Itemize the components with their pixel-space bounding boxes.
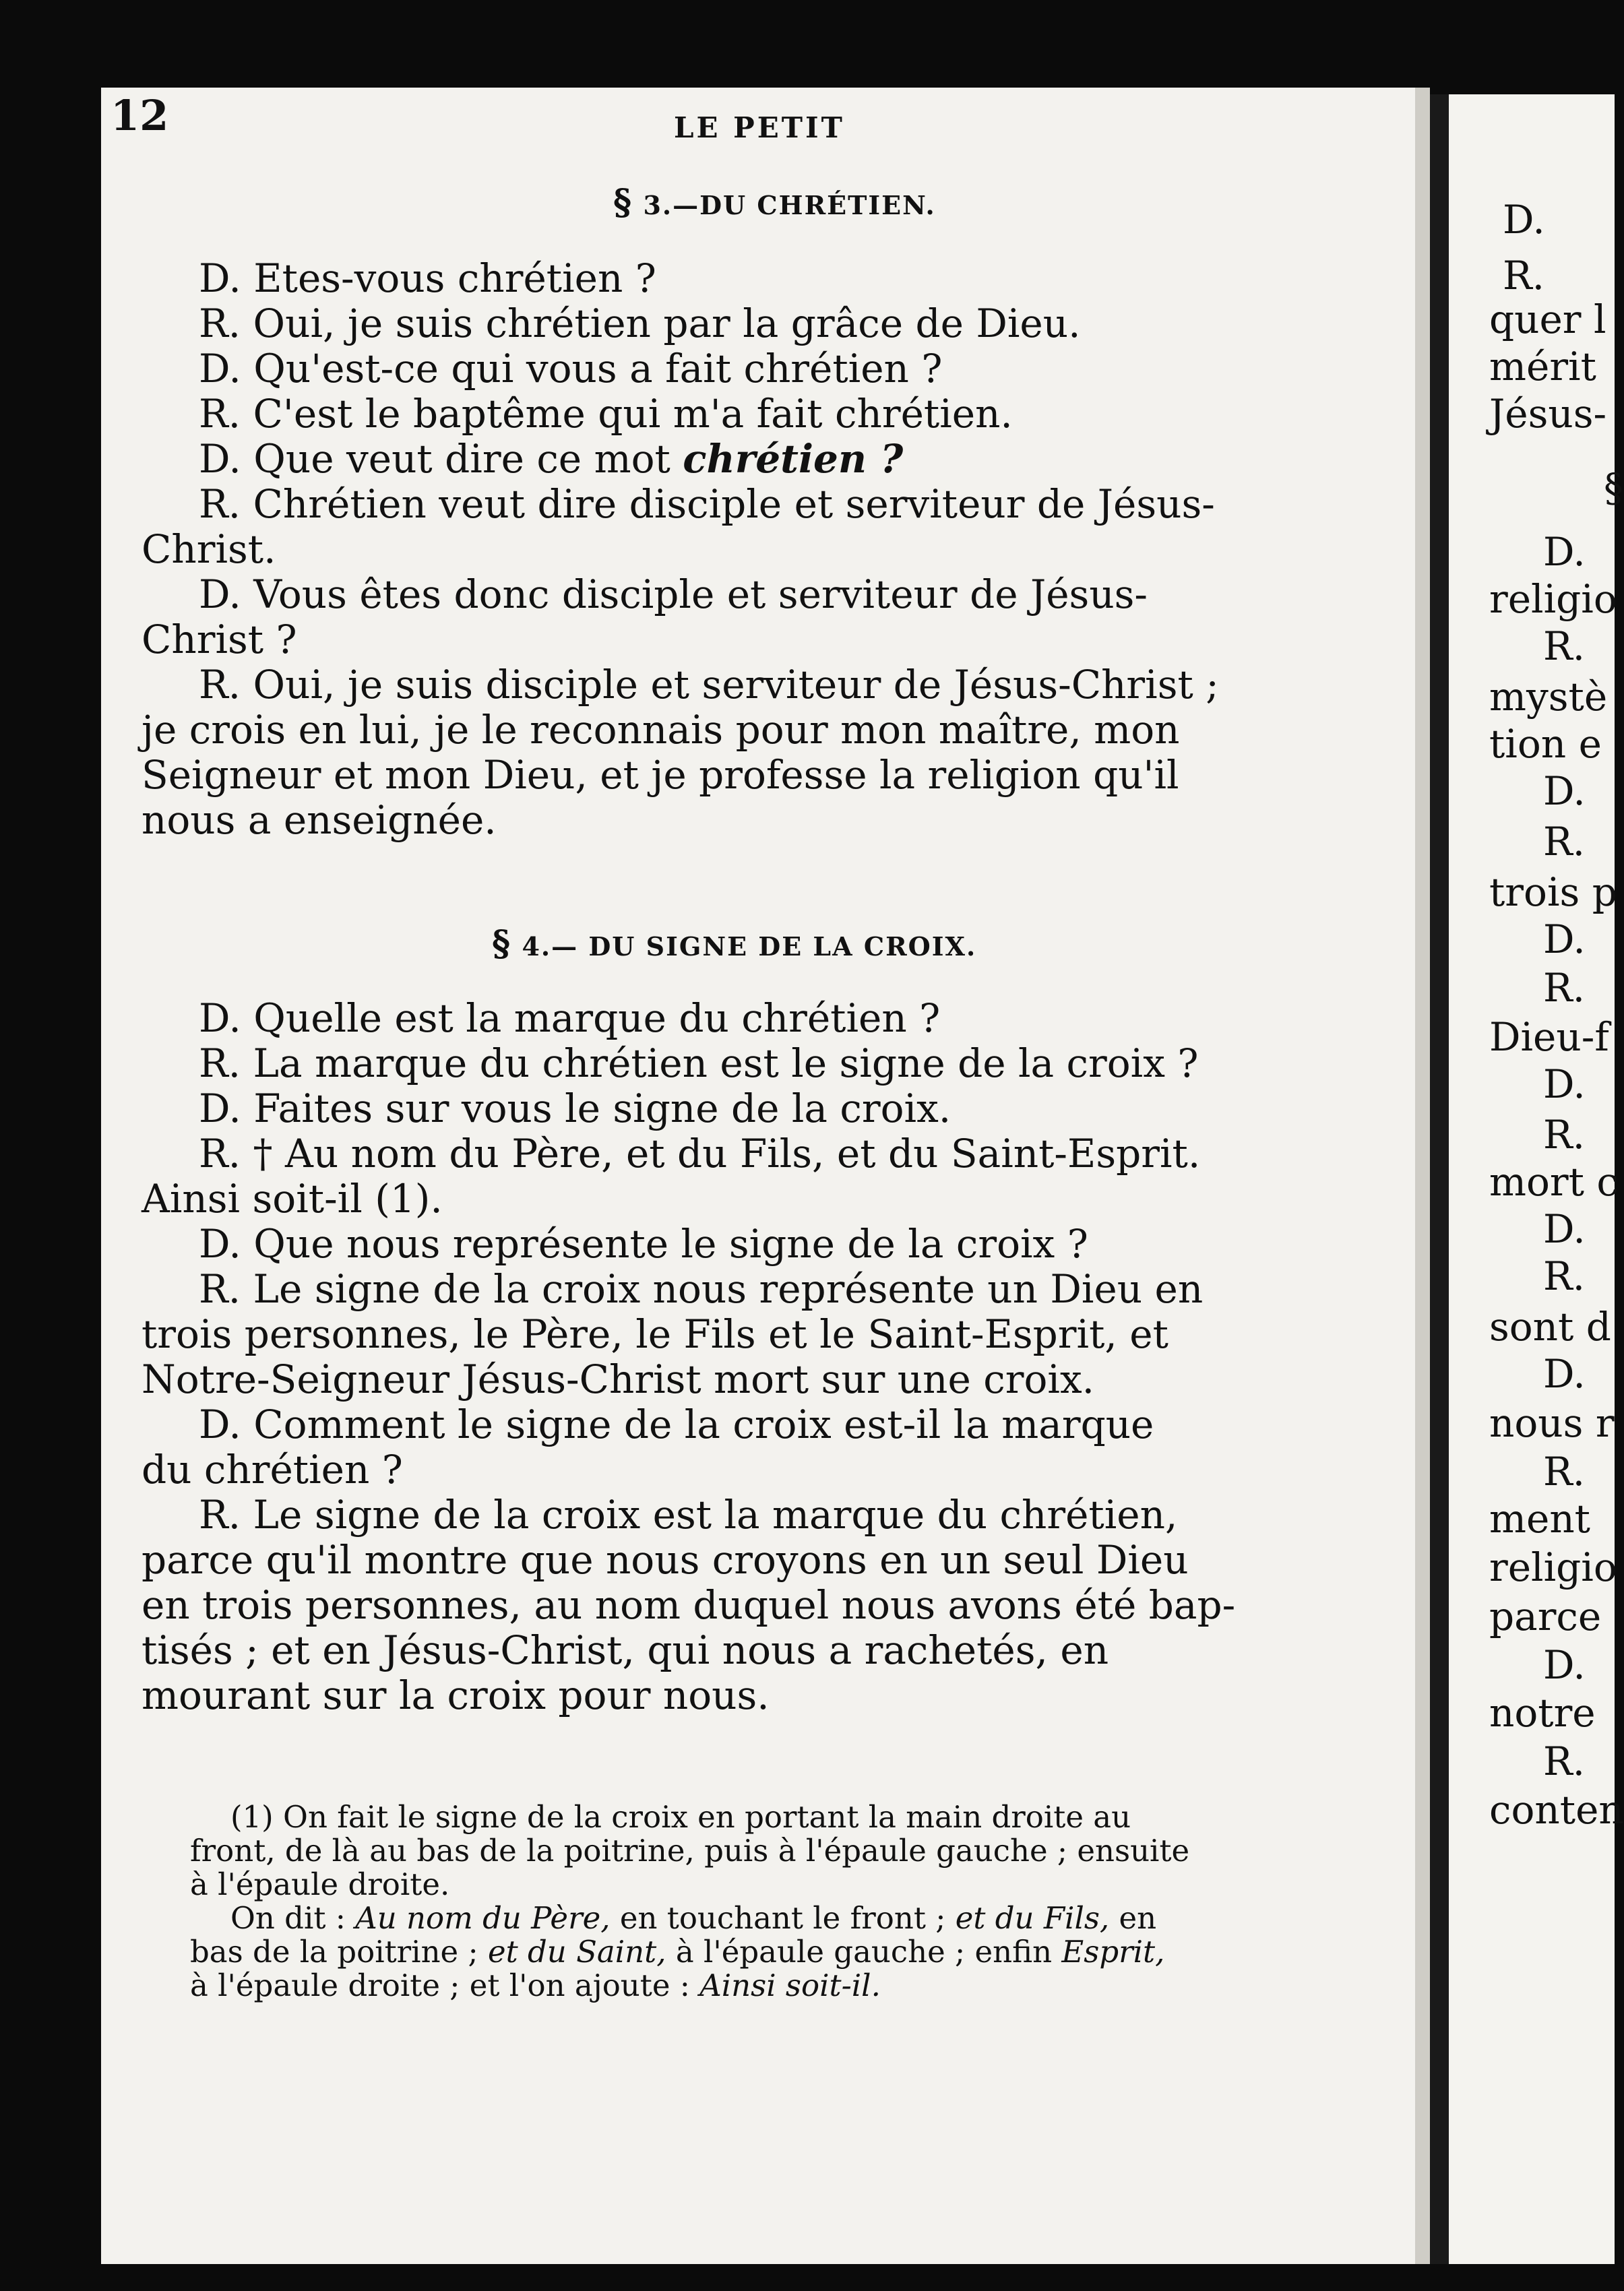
qa-line: R. Oui, je suis disciple et serviteur de Jésus-Christ ; — [199, 662, 1219, 708]
fragment: D. — [1503, 197, 1545, 243]
section-4-body — [142, 995, 1344, 1718]
fragment: D. — [1543, 529, 1586, 575]
running-head: LE PETIT — [674, 111, 845, 144]
qa-line: R. C'est le baptême qui m'a fait chrétien. — [199, 391, 1013, 437]
fragment: D. — [1543, 916, 1586, 962]
footnote-text: en touchant le front ; — [619, 1900, 946, 1936]
fragment: mort c — [1489, 1159, 1619, 1205]
qa-line: tisés ; et en Jésus-Christ, qui nous a rachetés, en — [142, 1627, 1109, 1673]
fragment: R. — [1503, 253, 1545, 299]
qa-line: Christ. — [142, 526, 276, 572]
footnote-text: à l'épaule gauche ; enfin — [675, 1934, 1053, 1970]
footnote-line — [190, 1902, 1322, 1935]
section-4-title-text: 4.— DU SIGNE DE LA CROIX. — [522, 931, 977, 962]
qa-line: R. La marque du chrétien est le signe de la croix ? — [199, 1040, 1199, 1086]
qa-line: R. † Au nom du Père, et du Fils, et du Saint-Esprit. — [199, 1131, 1201, 1176]
fragment: tion e — [1489, 721, 1602, 767]
qa-text: D. Que veut dire ce mot — [199, 436, 670, 482]
qa-line: D. Vous êtes donc disciple et serviteur de Jésus- — [199, 571, 1148, 617]
footnote-italic: et du Fils, — [955, 1900, 1110, 1936]
qa-line: Notre-Seigneur Jésus-Christ mort sur une croix. — [142, 1356, 1095, 1402]
fragment: religio — [1489, 576, 1617, 622]
qa-line: D. Etes-vous chrétien ? — [199, 255, 656, 301]
fragment: Jésus- — [1489, 391, 1607, 437]
footnote-italic: Au nom du Père, — [355, 1900, 611, 1936]
fragment: conten — [1489, 1787, 1624, 1833]
fragment: notre — [1489, 1690, 1596, 1736]
footnote-text: On dit : — [230, 1900, 346, 1936]
fragment: R. — [1543, 819, 1586, 865]
fragment: R. — [1543, 965, 1586, 1011]
qa-line: D. Qu'est-ce qui vous a fait chrétien ? — [199, 346, 943, 391]
qa-line: trois personnes, le Père, le Fils et le Saint-Esprit, et — [142, 1311, 1168, 1357]
qa-line: R. Le signe de la croix nous représente un Dieu en — [199, 1266, 1204, 1312]
fragment: D. — [1543, 1642, 1586, 1688]
qa-line: R. Oui, je suis chrétien par la grâce de Dieu. — [199, 301, 1081, 346]
footnote-line — [190, 1969, 1322, 2003]
footnote-line: à l'épaule droite. — [190, 1866, 450, 1902]
fragment: sont d — [1489, 1304, 1611, 1350]
fragment: religio — [1489, 1544, 1617, 1590]
fragment: mystè — [1489, 674, 1608, 720]
section-3-title — [613, 182, 936, 223]
qa-line — [199, 437, 1344, 482]
footnote-line — [190, 1935, 1322, 1969]
section-symbol: § — [492, 923, 512, 964]
qa-line: D. Que nous représente le signe de la croix ? — [199, 1221, 1088, 1267]
fragment: R. — [1543, 1253, 1586, 1299]
qa-line: D. Quelle est la marque du chrétien ? — [199, 995, 941, 1041]
fragment: D. — [1543, 1206, 1586, 1252]
book-gutter — [1430, 94, 1449, 2264]
page-number: 12 — [111, 91, 169, 140]
footnote-text: à l'épaule droite ; et l'on ajoute : — [190, 1968, 690, 2003]
qa-line: D. Faites sur vous le signe de la croix. — [199, 1086, 951, 1131]
qa-line: D. Comment le signe de la croix est-il la marque — [199, 1402, 1154, 1447]
footnote-line: (1) On fait le signe de la croix en portant la main droite au — [230, 1799, 1131, 1835]
qa-line: Ainsi soit-il (1). — [142, 1176, 443, 1222]
fragment: nous r — [1489, 1400, 1615, 1446]
footnote-italic: et du Saint, — [487, 1934, 666, 1970]
qa-line: Seigneur et mon Dieu, et je professe la religion qu'il — [142, 752, 1179, 798]
fragment: parce — [1489, 1594, 1602, 1639]
footnote-line: front, de là au bas de la poitrine, puis à l'épaule gauche ; ensuite — [190, 1833, 1190, 1869]
footnote-italic: Esprit, — [1061, 1934, 1165, 1970]
italic-word: chrétien ? — [683, 436, 904, 482]
qa-line: Christ ? — [142, 617, 297, 662]
section-3-body — [142, 255, 1344, 843]
qa-line: je crois en lui, je le reconnais pour mon maître, mon — [142, 707, 1180, 753]
section-3-title-text: 3.—DU CHRÉTIEN. — [643, 190, 936, 220]
fragment: R. — [1543, 623, 1586, 669]
qa-line: du chrétien ? — [142, 1447, 403, 1493]
footnote-text: bas de la poitrine ; — [190, 1934, 478, 1970]
fragment: R. — [1543, 1112, 1586, 1158]
fragment: trois p — [1489, 869, 1617, 915]
qa-line: R. Chrétien veut dire disciple et serviteur de Jésus- — [199, 481, 1215, 527]
fragment: Dieu-f — [1489, 1014, 1609, 1060]
section-4-title — [492, 923, 976, 964]
fragment: D. — [1543, 1061, 1586, 1107]
qa-line: mourant sur la croix pour nous. — [142, 1672, 770, 1718]
fragment: § — [1604, 465, 1623, 511]
qa-line: parce qu'il montre que nous croyons en un seul Dieu — [142, 1537, 1189, 1583]
footnote-italic: Ainsi soit-il. — [699, 1968, 881, 2003]
fragment: R. — [1543, 1449, 1586, 1495]
qa-line: en trois personnes, au nom duquel nous avons été bap- — [142, 1582, 1236, 1628]
fragment: D. — [1543, 1351, 1586, 1397]
footnotes — [190, 1800, 1322, 2003]
fragment: D. — [1543, 768, 1586, 814]
fragment: R. — [1543, 1738, 1586, 1784]
section-symbol: § — [613, 182, 633, 223]
fragment: mérit — [1489, 344, 1596, 389]
qa-line: R. Le signe de la croix est la marque du chrétien, — [199, 1492, 1178, 1538]
qa-line: nous a enseignée. — [142, 797, 497, 843]
footnote-text: en — [1119, 1900, 1157, 1936]
fragment: ment — [1489, 1496, 1590, 1542]
fragment: quer l — [1489, 296, 1606, 342]
